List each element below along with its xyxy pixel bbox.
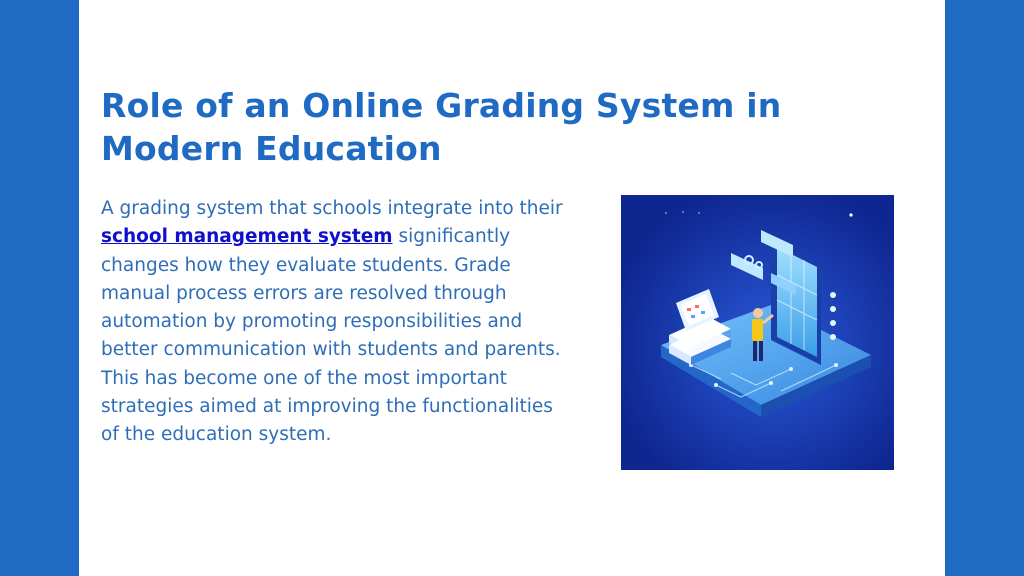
left-side-band [0, 0, 79, 576]
slide-title: Role of an Online Grading System in Modern Education [101, 86, 782, 168]
education-illustration [621, 195, 894, 470]
slide-card [79, 0, 945, 576]
right-side-band [945, 0, 1024, 576]
slide-paragraph [101, 195, 571, 450]
sparkle-dot [849, 213, 852, 216]
paragraph-intro-text: A grading system that schools integrate into their [101, 198, 563, 219]
isometric-digital-education-graphic [621, 195, 894, 470]
school-management-system-link[interactable]: school management system [101, 226, 393, 248]
paragraph-body-text: significantly changes how they evaluate students. Grade manual process errors are resolved through automation by promoting responsibilities and better communication with students and parents. This has become one of the most important strategies aimed at improving the functionalities of the education system. [101, 226, 561, 446]
